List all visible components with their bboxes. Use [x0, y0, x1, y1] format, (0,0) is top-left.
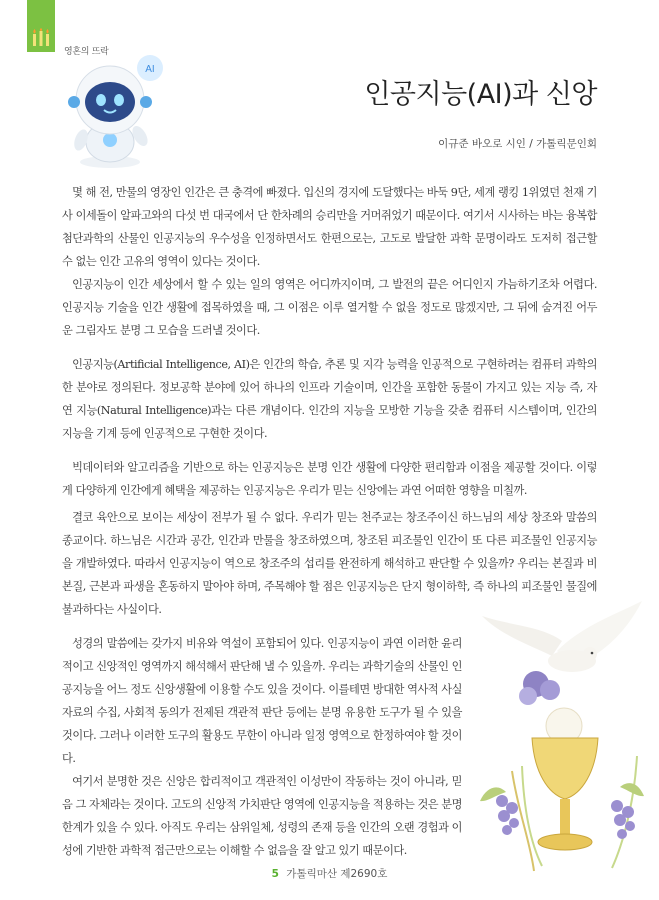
article-paragraph: 몇 해 전, 만물의 영장인 인간은 큰 충격에 빠졌다. 입신의 경지에 도달했다는 바둑 9단, 세계 랭킹 1위였던 천재 기사 이세돌이 알파고와의 다섯 번 대국에서 단 한차례의 승리만을 거머쥐었기 때문이다. 여기서 시사하는 바는 융복합 첨단과학의 산물인 인공지능의 우수성을 인정하면서도 한편으로는, 고도로 발달한 과학 문명이라도 도저히 접근할 수 없는 인간 고유의 영역이 있다는 것이다.	[62, 186, 597, 268]
article-paragraph: 여기서 분명한 것은 신앙은 합리적이고 객관적인 이성만이 작동하는 것이 아니라, 믿음 그 자체라는 것이다. 고도의 신앙적 가치판단 영역에 인공지능을 적용하는 것은 분명 한계가 있을 수 있다. 아직도 우리는 삼위일체, 성령의 존재 등을 인간의 오랜 경험과 이성에 기반한 과학적 접근만으로는 이해할 수 없음을 잘 알고 있기 때문이다.	[62, 775, 462, 857]
dove-chalice-illustration	[432, 596, 654, 886]
section-label: 영혼의 뜨락	[64, 47, 109, 57]
publication-name: 가톨릭마산 제2690호	[286, 868, 388, 880]
page-footer	[0, 866, 659, 881]
candles-icon	[30, 28, 52, 46]
article-paragraph: 결코 육안으로 보이는 세상이 전부가 될 수 없다. 우리가 믿는 천주교는 창조주이신 하느님의 세상 창조와 말씀의 종교이다. 하느님은 시간과 공간, 인간과 만물을 창조하였으며, 창조된 피조물인 인간이 또 다른 피조물인 인공지능을 개발하였다. 따라서 인공지능이 역으로 창조주의 섭리를 완전하게 해석하고 판단할 수 있을까? 우리는 본질과 비본질, 근본과 파생을 혼동하지 말아야 하며, 주목해야 할 점은 인공지능은 단지 형이하학, 즉 하나의 피조물인 물질에 불과하다는 사실이다.	[62, 511, 597, 616]
page-number: 5	[271, 868, 279, 880]
article-paragraph: 인공지능이 인간 세상에서 할 수 있는 일의 영역은 어디까지이며, 그 발전의 끝은 어디인지 가늠하기조차 어렵다. 인공지능 기술을 인간 생활에 접목하였을 때, 그 이점은 이루 열거할 수 없을 정도로 많겠지만, 그 뒤에 숨겨진 어두운 그림자도 분명 그 모습을 드러낼 것이다.	[62, 278, 597, 337]
article-paragraph: 인공지능(Artificial Intelligence, AI)은 인간의 학습, 추론 및 지각 능력을 인공적으로 구현하려는 컴퓨터 과학의 한 분야로 정의된다. 정보공학 분야에 있어 하나의 인프라 기술이며, 인간을 포함한 동물이 가지고 있는 지능 즉, 자연 지능(Natural Intelligence)과는 다른 개념이다. 인간의 지능을 모방한 기능을 갖춘 컴퓨터 시스템이며, 인간의 지능을 기계 등에 인공적으로 구현한 것이다.	[62, 358, 597, 440]
article-paragraph: 빅데이터와 알고리즘을 기반으로 하는 인공지능은 분명 인간 생활에 다양한 편리함과 이점을 제공할 것이다. 이렇게 다양하게 인간에게 혜택을 제공하는 인공지능은 우리가 믿는 신앙에는 과연 어떠한 영향을 미칠까.	[62, 461, 597, 497]
robot-illustration	[60, 50, 175, 175]
ai-badge: AI	[145, 64, 155, 75]
author-byline: 이규준 바오로 시인 / 가톨릭문인회	[438, 138, 597, 150]
section-tab	[27, 0, 55, 52]
article-paragraph: 성경의 말씀에는 갖가지 비유와 역설이 포함되어 있다. 인공지능이 과연 이러한 윤리적이고 신앙적인 영역까지 해석해서 판단해 낼 수 있을까. 우리는 과학기술의 산물인 인공지능을 어느 정도 신앙생활에 이용할 수도 있을 것이다. 이를테면 방대한 역사적 사실 자료의 수집, 사회적 동의가 전제된 객관적 판단 등에는 분명 유용한 도구가 될 수 있을 것이다. 그러나 이러한 도구의 활용도 무한이 아니라 일정 영역으로 한정하여야 할 것이다.	[62, 637, 462, 765]
article-title: 인공지능(AI)과 신앙	[364, 79, 597, 110]
